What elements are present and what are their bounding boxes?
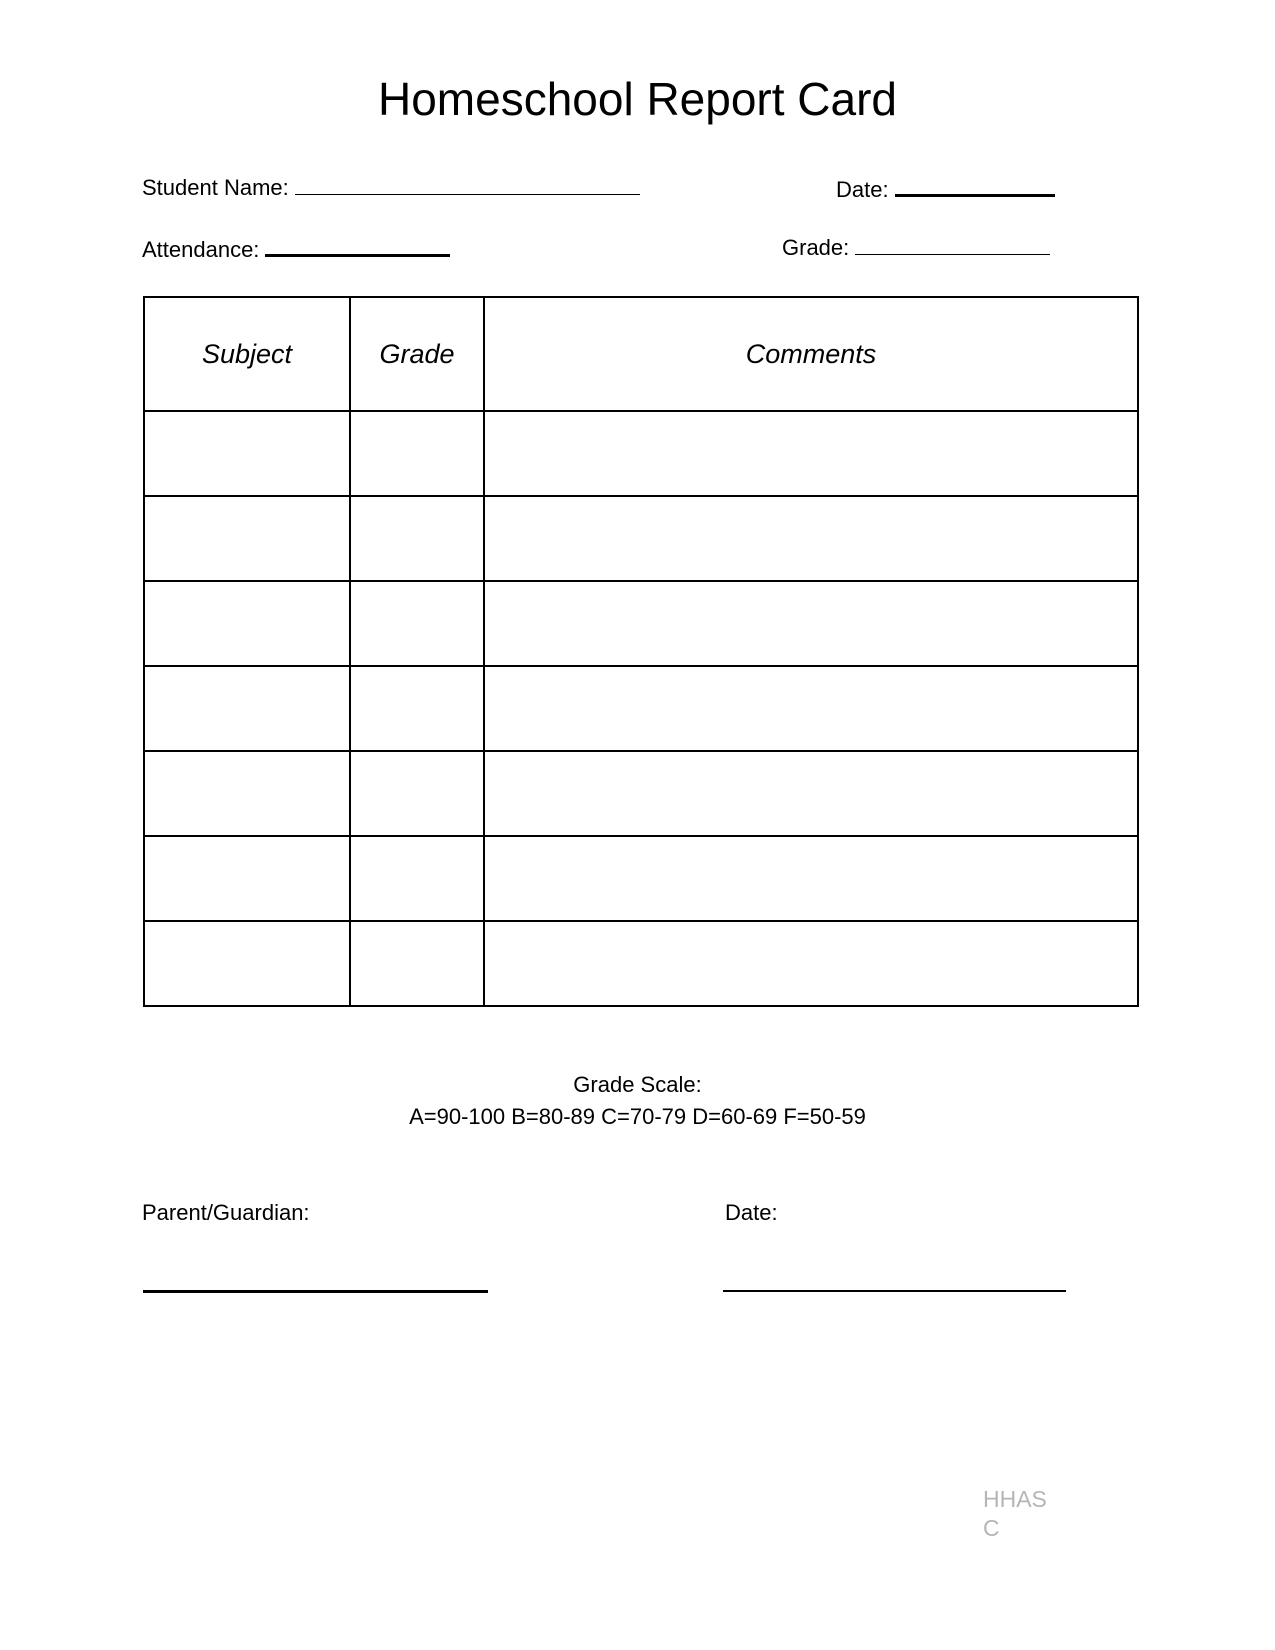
info-row-student-date [142,172,1132,206]
cell-grade[interactable] [350,581,484,666]
table-header-row [144,297,1138,411]
grade-label: Grade: [782,235,850,260]
table-row [144,411,1138,496]
page-title: Homeschool Report Card [377,73,897,125]
table-row [144,581,1138,666]
attendance-label: Attendance: [142,237,260,262]
grade-field [782,232,1050,261]
cell-comments[interactable] [484,411,1138,496]
cell-subject[interactable] [144,836,350,921]
cell-subject[interactable] [144,921,350,1006]
parent-guardian-label: Parent/Guardian: [142,1200,310,1225]
student-name-label: Student Name: [142,175,289,200]
watermark-line-2: C [983,1514,1000,1541]
cell-subject[interactable] [144,496,350,581]
grade-input[interactable] [855,232,1050,255]
cell-subject[interactable] [144,666,350,751]
cell-grade[interactable] [350,666,484,751]
parent-guardian-signature-line[interactable] [143,1290,488,1293]
table-row [144,921,1138,1006]
cell-subject[interactable] [144,751,350,836]
table-row [144,751,1138,836]
student-name-field [142,172,640,201]
watermark [983,1485,1053,1543]
grade-scale-values: A=90-100 B=80-89 C=70-79 D=60-69 F=50-59 [409,1104,866,1129]
date-input[interactable] [895,172,1055,197]
cell-subject[interactable] [144,581,350,666]
cell-comments[interactable] [484,666,1138,751]
cell-comments[interactable] [484,836,1138,921]
table-row [144,496,1138,581]
cell-grade[interactable] [350,751,484,836]
date-field [836,172,1055,203]
cell-grade[interactable] [350,921,484,1006]
cell-comments[interactable] [484,496,1138,581]
table-row [144,666,1138,751]
attendance-field [142,232,450,263]
cell-grade[interactable] [350,836,484,921]
signature-date-line[interactable] [723,1290,1066,1292]
cell-comments[interactable] [484,921,1138,1006]
column-header-comments: Comments [484,297,1138,411]
column-header-subject: Subject [144,297,350,411]
cell-comments[interactable] [484,581,1138,666]
date-label: Date: [836,177,889,202]
signature-date-label: Date: [725,1200,778,1225]
watermark-line-1: HHAS [983,1486,1047,1512]
cell-grade[interactable] [350,411,484,496]
cell-subject[interactable] [144,411,350,496]
column-header-grade: Grade [350,297,484,411]
student-name-input[interactable] [295,172,640,195]
cell-grade[interactable] [350,496,484,581]
table-row [144,836,1138,921]
cell-comments[interactable] [484,751,1138,836]
attendance-input[interactable] [265,232,450,257]
grade-scale-title: Grade Scale: [573,1072,702,1097]
info-row-attendance-grade [142,232,1132,266]
grades-table [143,296,1139,1007]
